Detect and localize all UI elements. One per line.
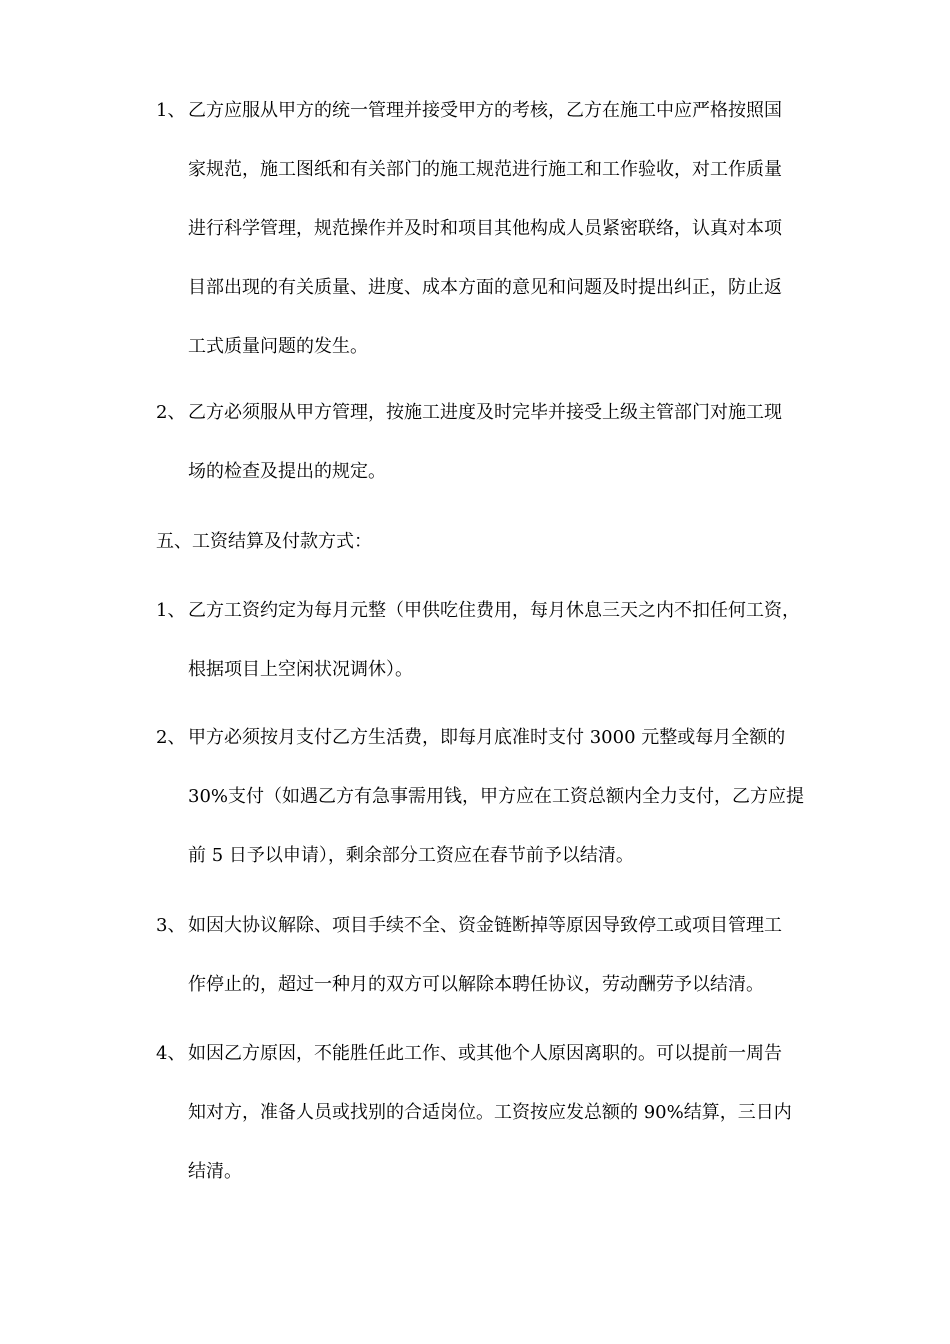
- clause-line: 根据项目上空闲状况调休）。: [188, 659, 413, 680]
- clause-number: 2、: [156, 402, 186, 423]
- clause-text: 甲方必须按月支付乙方生活费，即每月底准时支付 3000 元整或每月全额的: [188, 727, 786, 748]
- clause-text: 如因乙方原因，不能胜任此工作、或其他个人原因离职的。可以提前一周告: [188, 1043, 782, 1064]
- payment-clause-1: [156, 581, 856, 699]
- clause-number: 2、: [156, 727, 186, 748]
- payment-clause-3: [156, 896, 856, 1014]
- clause-line: 作停止的，超过一种月的双方可以解除本聘任协议，劳动酬劳予以结清。: [188, 974, 764, 995]
- clause-line: 家规范，施工图纸和有关部门的施工规范进行施工和工作验收，对工作质量: [188, 159, 782, 180]
- payment-clause-4: [156, 1024, 856, 1201]
- clause-line: [156, 581, 856, 640]
- clause-text: 乙方应服从甲方的统一管理并接受甲方的考核，乙方在施工中应严格按照国: [188, 100, 782, 121]
- clause-number: 1、: [156, 600, 186, 621]
- clause-line: [156, 81, 856, 140]
- clause-line: 知对方，准备人员或找别的合适岗位。工资按应发总额的 90%结算，三日内: [188, 1102, 792, 1123]
- clause-line: 30%支付（如遇乙方有急事需用钱，甲方应在工资总额内全力支付，乙方应提: [188, 786, 805, 807]
- clause-line: 场的检查及提出的规定。: [188, 461, 386, 482]
- clause-line: 工式质量问题的发生。: [188, 336, 368, 357]
- payment-clause-2: [156, 708, 856, 885]
- clause-text: 如因大协议解除、项目手续不全、资金链断掉等原因导致停工或项目管理工: [188, 915, 782, 936]
- clause-line: [156, 1024, 856, 1083]
- clause-line: [156, 708, 856, 767]
- clause-line: 目部出现的有关质量、进度、成本方面的意见和问题及时提出纠正，防止返: [188, 277, 782, 298]
- section-heading: 五、工资结算及付款方式：: [156, 531, 372, 552]
- clause-line: 进行科学管理，规范操作并及时和项目其他构成人员紧密联络，认真对本项: [188, 218, 782, 239]
- clause-text: 乙方必须服从甲方管理，按施工进度及时完毕并接受上级主管部门对施工现: [188, 402, 782, 423]
- clause-line: [156, 896, 856, 955]
- clause-line: 结清。: [188, 1161, 242, 1182]
- clause-number: 4、: [156, 1043, 186, 1064]
- clause-number: 3、: [156, 915, 186, 936]
- clause-line: [156, 383, 856, 442]
- clause-text: 乙方工资约定为每月元整（甲供吃住费用，每月休息三天之内不扣任何工资，: [188, 600, 800, 621]
- clause-1: [156, 81, 856, 376]
- clause-line: 前 5 日予以申请），剩余部分工资应在春节前予以结清。: [188, 845, 634, 866]
- clause-number: 1、: [156, 100, 186, 121]
- clause-2: [156, 383, 856, 501]
